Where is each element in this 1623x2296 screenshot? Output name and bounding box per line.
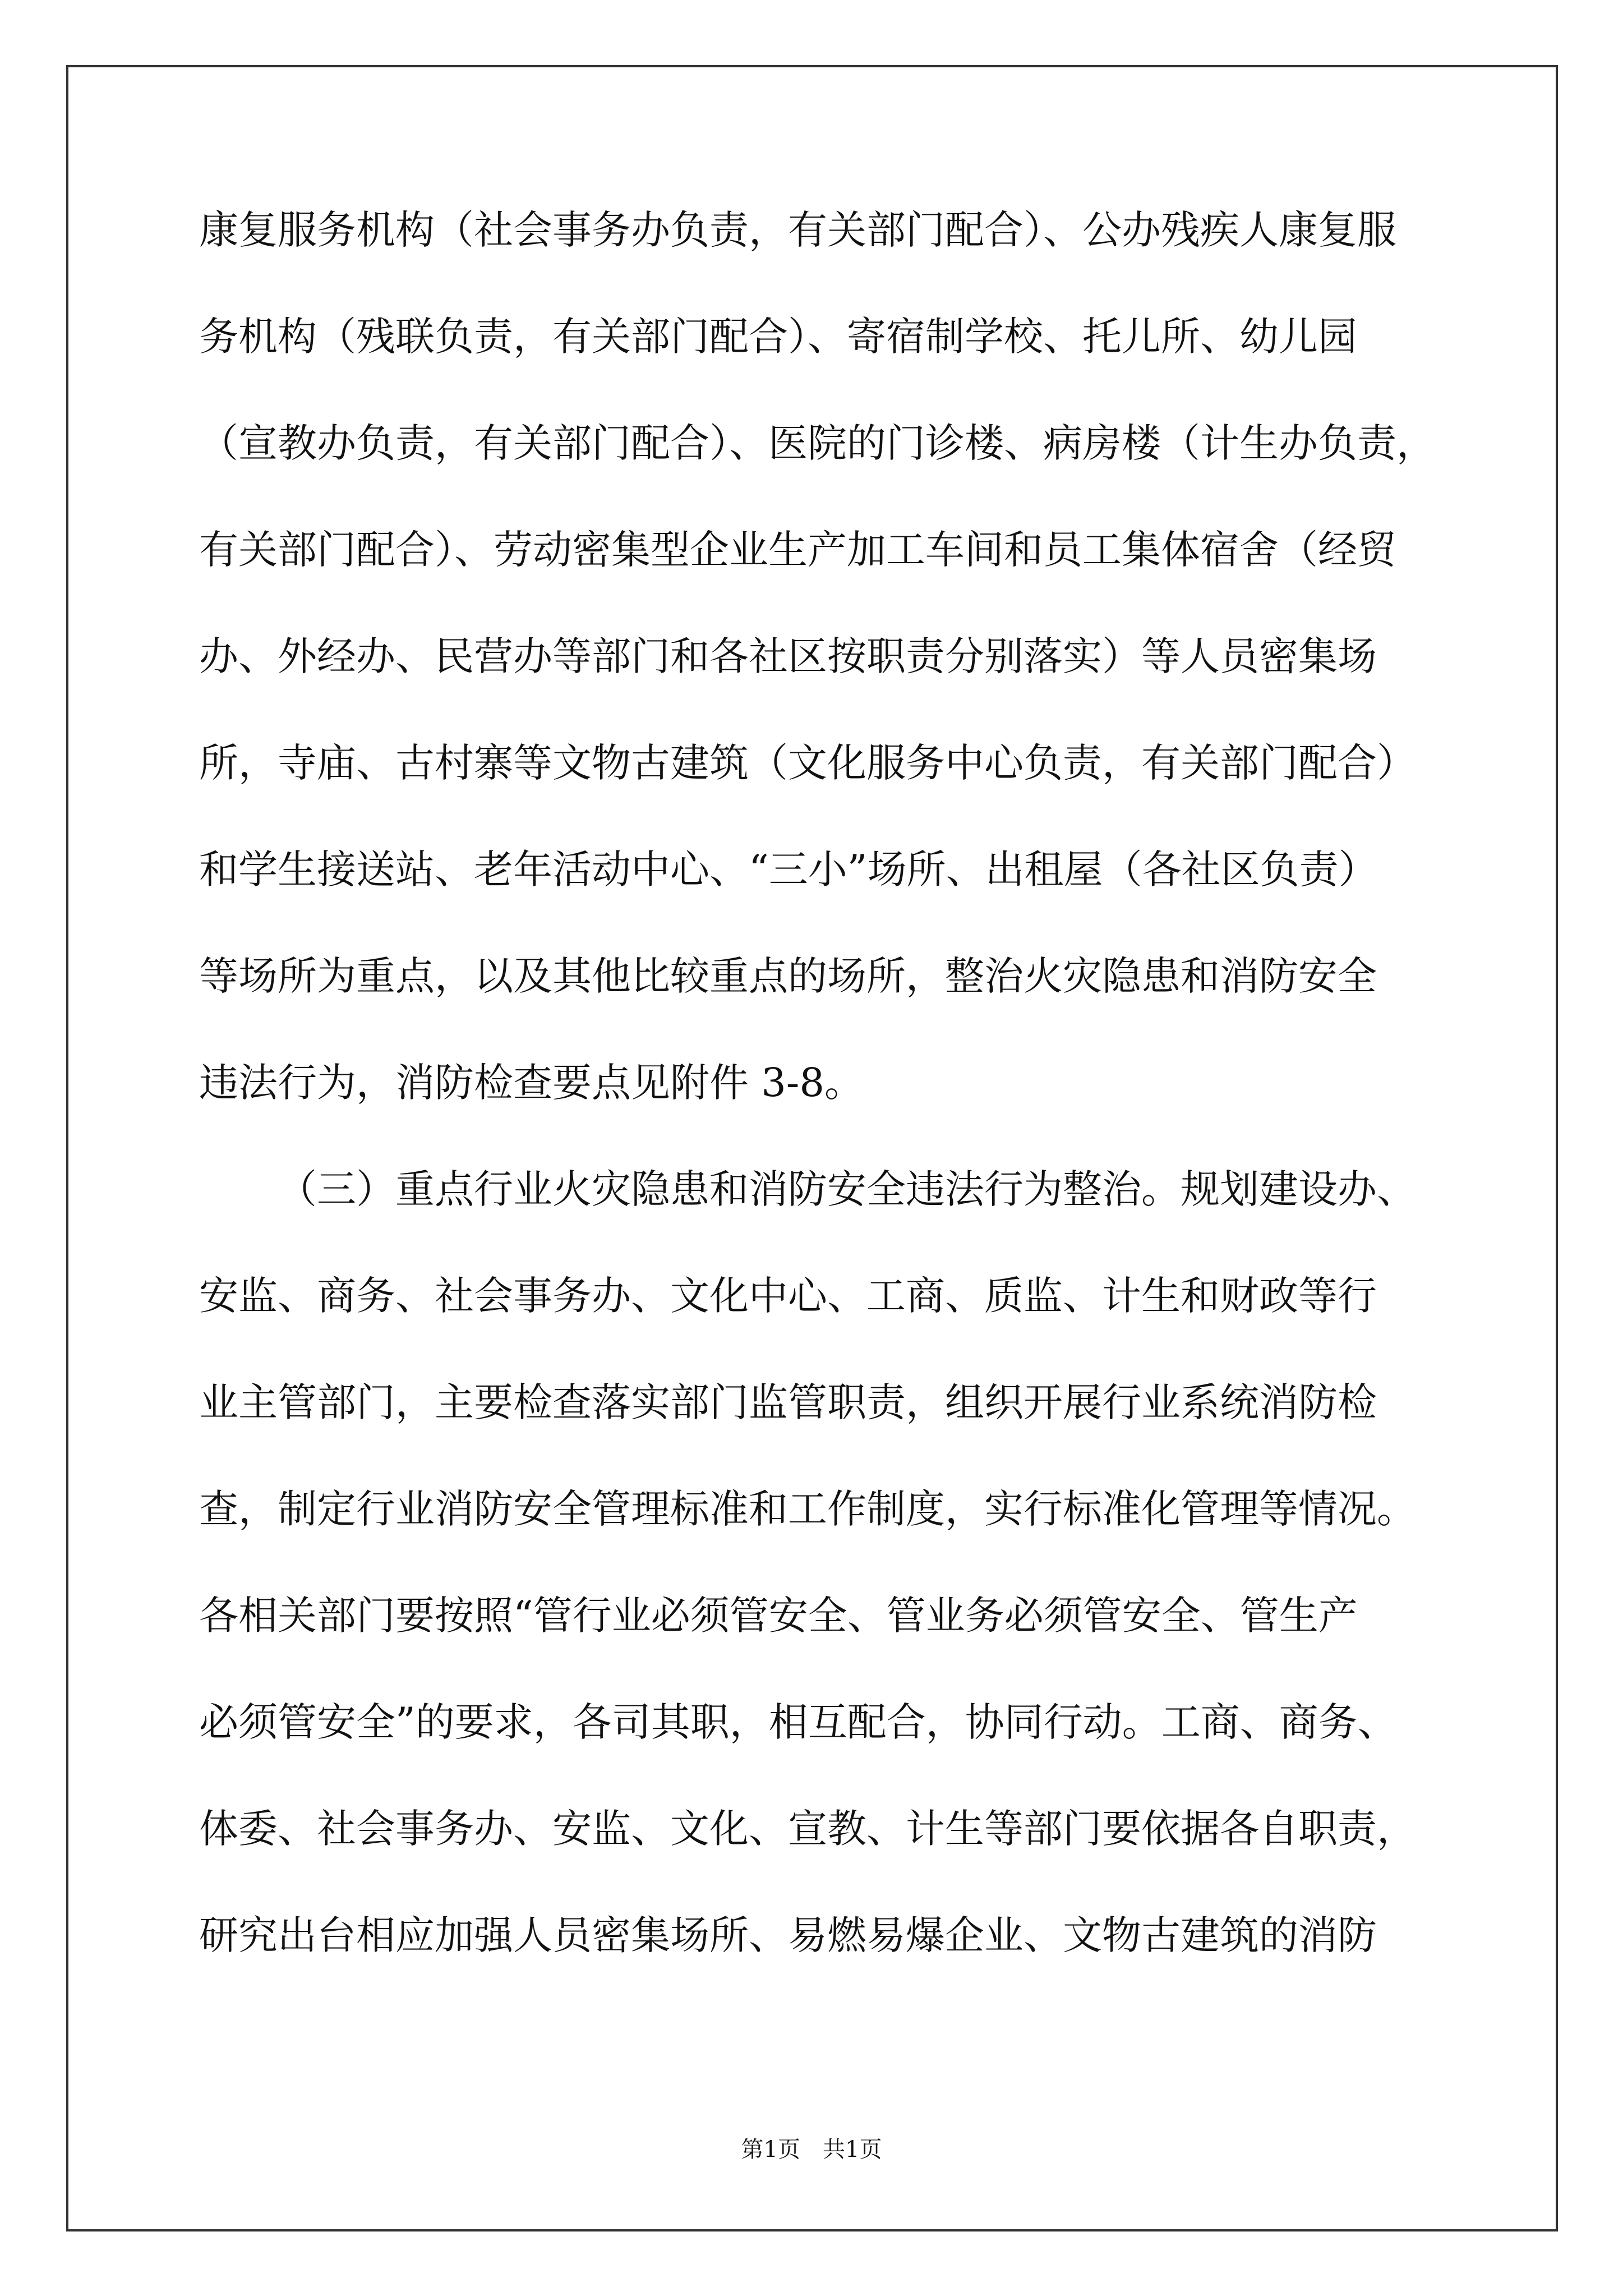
text-line: 业主管部门，主要检查落实部门监管职责，组织开展行业系统消防检 [199,1379,1377,1425]
text-line: 各相关部门要按照“管行业必须管安全、管业务必须管安全、管生产 [199,1593,1358,1639]
text-line: 体委、社会事务办、安监、文化、宣教、计生等部门要依据各自职责， [199,1806,1416,1852]
page-number-footer: 第1页 共1页 [741,2137,882,2162]
section-heading-line: （三）重点行业火灾隐患和消防安全违法行为整治。规划建设办、 [278,1166,1416,1212]
text-line: 安监、商务、社会事务办、文化中心、工商、质监、计生和财政等行 [199,1273,1377,1319]
text-line: 康复服务机构（社会事务办负责，有关部门配合）、公办残疾人康复服 [199,207,1396,253]
document-body [199,207,1450,2022]
text-line: 查，制定行业消防安全管理标准和工作制度，实行标准化管理等情况。 [199,1486,1416,1532]
text-line: 研究出台相应加强人员密集场所、易燃易爆企业、文物古建筑的消防 [199,1912,1377,1958]
text-line: 有关部门配合）、劳动密集型企业生产加工车间和员工集体宿舍（经贸 [199,527,1396,573]
text-line: 务机构（残联负责，有关部门配合）、寄宿制学校、托儿所、幼儿园 [199,314,1357,360]
text-line: 等场所为重点，以及其他比较重点的场所，整治火灾隐患和消防安全 [199,953,1377,999]
text-line: （宣教办负责，有关部门配合）、医院的门诊楼、病房楼（计生办负责， [199,420,1436,466]
text-line: 和学生接送站、老年活动中心、“三小”场所、出租屋（各社区负责） [199,846,1378,892]
text-line: 必须管安全”的要求，各司其职，相互配合，协同行动。工商、商务、 [199,1699,1397,1745]
text-line: 所，寺庙、古村寨等文物古建筑（文化服务中心负责，有关部门配合） [199,740,1416,786]
text-line: 办、外经办、民营办等部门和各社区按职责分别落实）等人员密集场 [199,633,1377,679]
text-line: 违法行为，消防检查要点见附件 3-8。 [199,1060,864,1106]
